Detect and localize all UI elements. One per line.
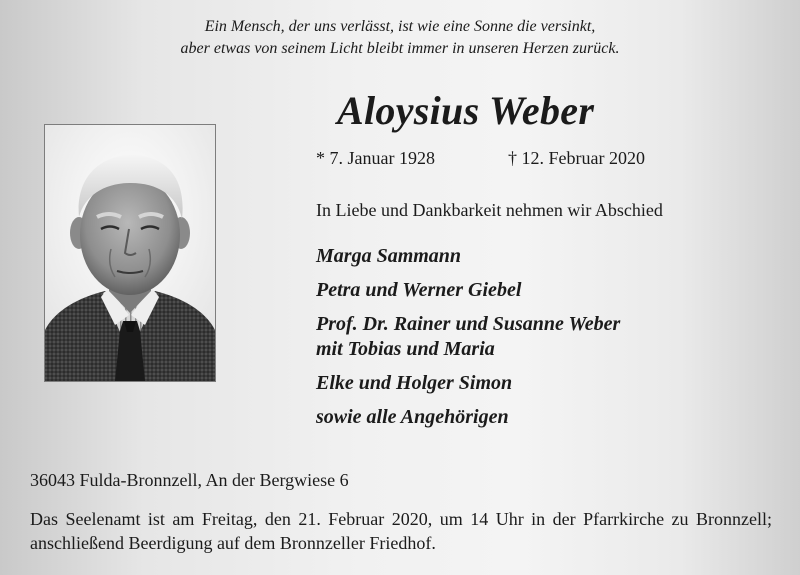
portrait-photo (44, 124, 216, 382)
family-address: 36043 Fulda-Bronnzell, An der Bergwiese 6 (30, 470, 349, 490)
quote-line-2: aber etwas von seinem Licht bleibt immer in unseren Herzen zurück. (180, 40, 620, 57)
mourner-name: sowie alle Angehörigen (316, 406, 509, 428)
deceased-name: Aloysius Weber (337, 88, 595, 133)
birth-date: * 7. Januar 1928 (316, 148, 435, 168)
mourner-name: Elke und Holger Simon (316, 372, 513, 394)
mourner-name: Marga Sammann (316, 245, 462, 267)
memorial-quote (0, 16, 800, 60)
funeral-service-notice: Das Seelenamt ist am Freitag, den 21. Februar 2020, um 14 Uhr in der Pfarrkirche zu Bronnzell; anschließend Beerdigung auf dem Bronnzeller Friedhof. (30, 509, 772, 553)
death-date: † 12. Februar 2020 (508, 148, 645, 168)
mourner-name: Petra und Werner Giebel (316, 279, 522, 301)
farewell-intro: In Liebe und Dankbarkeit nehmen wir Abschied (316, 200, 663, 220)
quote-line-1: Ein Mensch, der uns verlässt, ist wie eine Sonne die versinkt, (204, 18, 596, 35)
mourner-name: Prof. Dr. Rainer und Susanne Weber (316, 313, 621, 335)
mourner-name: mit Tobias und Maria (316, 338, 495, 360)
portrait-image (45, 125, 215, 381)
